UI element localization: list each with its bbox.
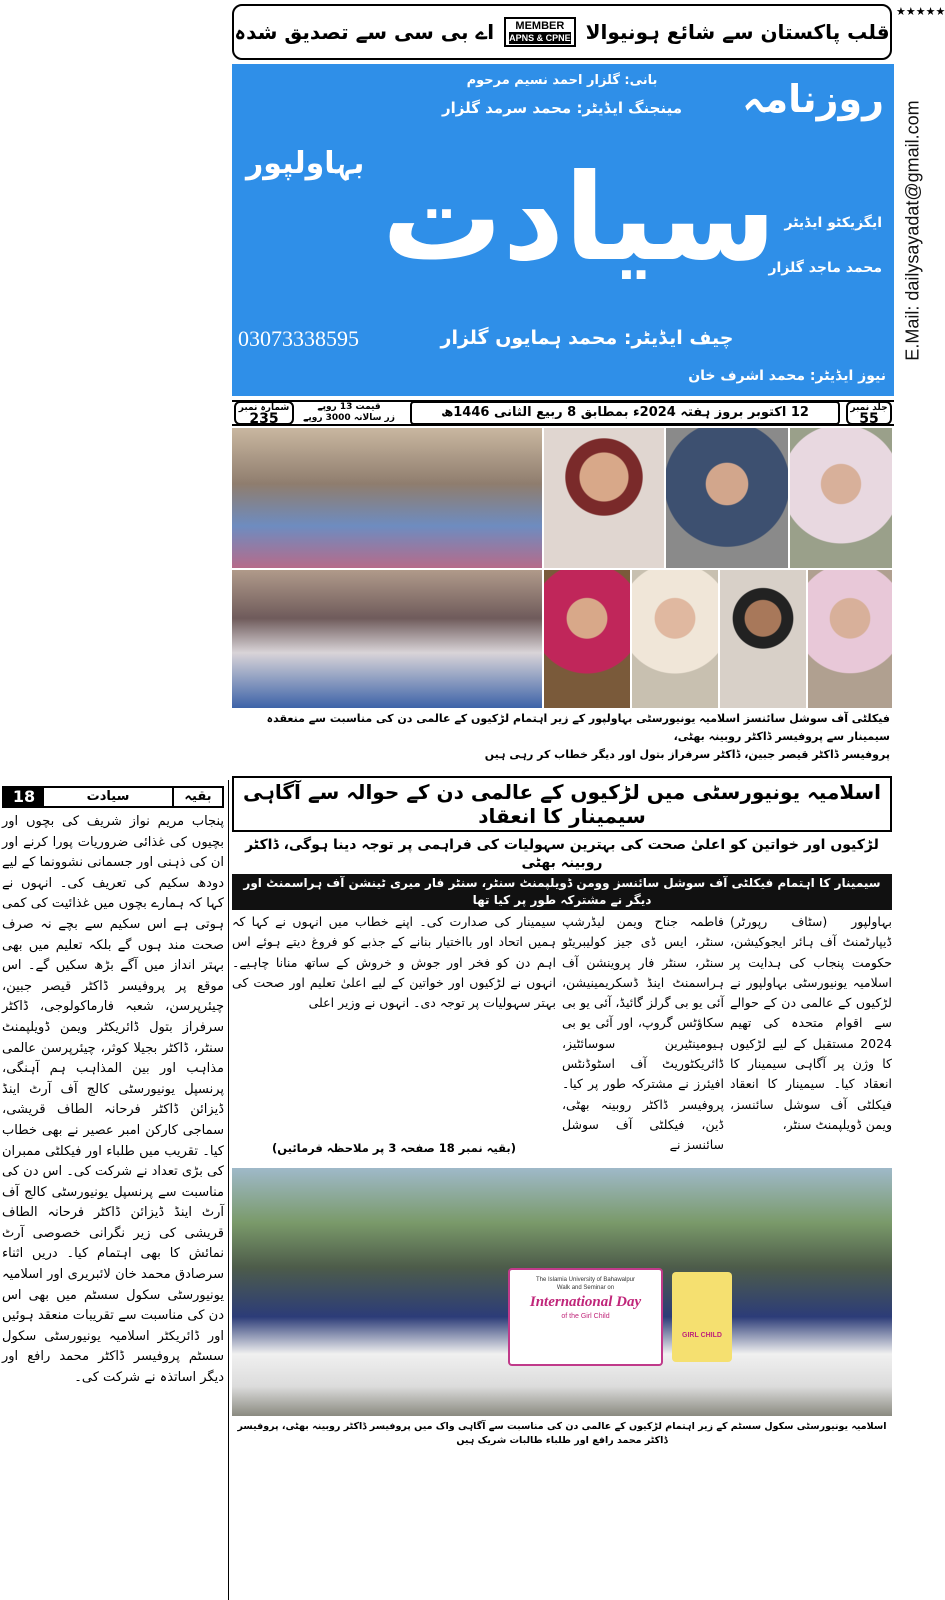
header-tagline-box: [232, 4, 892, 60]
continuation-text: پنجاب مریم نواز شریف کی بچوں اور بچیوں کی غذائی ضروریات پورا کرنے اور ان کی ذہنی اور جسمانی نشوونما کے لیے دودھ سکیم کی تعریف کی۔ انہوں نے کہا کہ ہمارے بچوں میں غذائیت کی کمی ہوتی ہے اس سکیم سے بچے نہ صرف صحت مند ہوں گے بلکہ تعلیم میں بھی بہتر انداز میں آگے بڑھ سکیں گے۔ اس موقع پر پروفیسر ڈاکٹر قیصر جبین، چیئرپرسن، شعبہ فارماکولوجی، ڈاکٹر سرفراز بتول ڈائریکٹر ویمن ڈویلپمنٹ سنٹر، ڈاکٹر بجیلا کوثر، چیئرپرسن عالمی مذاہب اور بین المذاہب ہم آہنگی، پرنسپل یونیورسٹی کالج آف آرٹ اینڈ ڈیزائن ڈاکٹر فرحانہ الطاف قریشی، سماجی کارکن امبر عصیر نے بھی خطاب کیا۔ تقریب میں طلباء اور فیکلٹی ممبران کی بڑی تعداد نے شرکت کی۔ اس دن کی مناسبت سے پرنسپل یونیورسٹی کالج آف آرٹ اینڈ ڈیزائن ڈاکٹر فرحانہ الطاف قریشی کی زیر نگرانی خصوصی آرٹ نمائش کا بھی اہتمام کیا۔ دریں اثناء سرصادق محمد خان لائبریری اور اسلامیہ یونیورسٹی سکول سسٹم میں بھی اس دن کی مناسبت سے تقریبات منعقد ہوئیں اور ڈائریکٹر اسلامیہ یونیورسٹی سکول سسٹم پروفیسر ڈاکٹر محمد رافع اور دیگر اساتذہ نے شرکت کی۔: [2, 814, 224, 1386]
story-headline: اسلامیہ یونیورسٹی میں لڑکیوں کے عالمی دن کے حوالہ سے آگاہی سیمینار کا انعقاد: [232, 776, 892, 832]
tagline-right: قلب پاکستان سے شائع ہونیوالا: [585, 20, 890, 44]
continued-note: (بقیہ نمبر 18 صفحہ 3 پر ملاحظہ فرمائیں): [272, 1141, 516, 1155]
issue-box: [234, 401, 294, 425]
volume-label: جلد نمبر: [850, 403, 888, 413]
speaker-photo: [544, 570, 630, 708]
member-badge: [504, 17, 576, 47]
banner-university: The Islamia University of Bahawalpur: [535, 1277, 636, 1283]
issue-date: 12 اکتوبر بروز ہفتہ 2024ء بمطابق 8 ربیع الثانی 1446ھ: [410, 401, 840, 425]
masthead-city: بہاولپور: [246, 146, 365, 181]
story-column-1: بہاولپور (سٹاف رپورٹر) ڈیپارٹمنٹ آف ہائر ایجوکیشن، حکومت پنجاب کی ہدایت پر اسلامیہ یونیورسٹی بہاولپور نے لڑکیوں کے عالمی دن کے حوالے سے اقوام متحدہ کی تھیم 2024 مستقبل کے لیے لڑکیوں کا وژن پر آگاہی سیمینار کا انعقاد کیا۔ سیمینار کا انعقاد فیکلٹی آف سوشل سائنسز، ویمن ڈویلپمنٹ سنٹر،: [730, 914, 892, 1132]
executive-editor: محمد ماجد گلزار: [768, 260, 882, 276]
column-divider: [228, 780, 229, 1600]
banner-title: International Day: [529, 1294, 642, 1310]
bottom-photo-caption: اسلامیہ یونیورسٹی سکول سسٹم کے زیر اہتمام لڑکیوں کے عالمی دن کی مناسبت سے آگاہی واک میں پروفیسر ڈاکٹر روبینہ بھٹی، پروفیسر ڈاکٹر محمد رافع اور طلباء طالبات شریک ہیں: [237, 1421, 887, 1446]
managing-editor: مینجنگ ایڈیٹر: محمد سرمد گلزار: [441, 99, 683, 117]
story-column-3: سیمینار کی صدارت کی۔ اپنے خطاب میں انہوں نے کہا کہ ہمیں اتحاد اور بااختیار بنانے کے جذبے کو فروغ دیتے ہوئے اس اہم دن کو فخر اور جوش و خروش کے ساتھ منانا چاہیے۔ انہوں نے لڑکیوں اور خواتین کے لیے اعلیٰ تعلیم اور صحت کی بہتر سہولیات پر توجہ دی۔ انہوں نے وزیر اعلی: [232, 914, 556, 1011]
event-banner: [508, 1268, 663, 1366]
story-subheadline: لڑکیوں اور خواتین کو اعلیٰ صحت کی بہترین سہولیات کی فراہمی پر توجہ دینا ہوگی، ڈاکٹر روبینہ بھٹی: [245, 837, 879, 871]
chief-editor: چیف ایڈیٹر: محمد ہمایوں گلزار: [440, 327, 734, 349]
seminar-audience-photo: [232, 428, 542, 568]
top-photo-caption: [236, 710, 890, 764]
seminar-guests-photo: [232, 570, 542, 708]
continuation-header: [2, 786, 224, 808]
issue-number: 235: [249, 411, 279, 427]
email-strip: [896, 60, 930, 400]
masthead-daily: روزنامہ: [742, 77, 884, 121]
executive-editor-title: ایگزیکٹو ایڈیٹر: [784, 215, 882, 231]
phone-number: 03073338595: [238, 326, 359, 351]
tagline-left: اے بی سی سے تصدیق شدہ: [234, 20, 495, 44]
price-info: [294, 402, 404, 424]
caption-line: پروفیسر ڈاکٹر قیصر جبین، ڈاکٹر سرفراز بتول اور دیگر خطاب کر رہی ہیں: [484, 748, 890, 761]
price: قیمت 13 روپے: [317, 402, 381, 412]
member-orgs: APNS & CPNE: [509, 33, 571, 43]
banner-event: Walk and Seminar on: [556, 1285, 615, 1291]
masthead-logo: سیادت: [382, 149, 777, 288]
annual-price: زر سالانہ 3000 روپے: [303, 413, 395, 423]
speaker-photo: [632, 570, 718, 708]
masthead: [232, 64, 894, 396]
founder: بانی: گلزار احمد نسیم مرحوم: [466, 73, 658, 88]
email-text: E.Mail: dailysayadat@gmail.com: [902, 99, 923, 361]
speaker-photo: [808, 570, 892, 708]
page-ref-number: 18: [4, 788, 44, 806]
caption-line: فیکلٹی آف سوشل سائنسز اسلامیہ یونیورسٹی بہاولپور کے زیر اہتمام لڑکیوں کے عالمی دن کی مناسبت سے منعقدہ سیمینار سے پروفیسر ڈاکٹر روبینہ بھٹی،: [266, 712, 890, 743]
continuation-label: بقیہ: [172, 788, 222, 806]
banner-subtitle: of the Girl Child: [561, 1313, 610, 1320]
continuation-paper: سیادت: [86, 789, 130, 804]
stars-icon: ★★★★★: [896, 5, 945, 18]
volume-box: [846, 401, 892, 425]
volume-number: 55: [859, 411, 879, 427]
awareness-walk-photo: [232, 1168, 892, 1416]
issue-label: شمارہ نمبر: [238, 403, 290, 413]
story-highlight-bar: سیمینار کا اہتمام فیکلٹی آف سوشل سائنسز وومن ڈویلپمنٹ سنٹر، سنٹر فار میری ٹینشن آف ہراسمنٹ اور دیگر نے مشترکہ طور پر کیا تھا: [232, 874, 892, 910]
speaker-photo: [544, 428, 664, 568]
story-column-2: فاطمہ جناح ویمن لیڈرشپ سنٹر، ایس ڈی جیز کولیبریٹو سنٹر، سنٹر فار پروینشن آف ہراسمنٹ اینڈ ڈسکریمینیشن، آئی یو بی گرلز گائیڈ، آئی یو بی سکاؤٹس گروپ، اور آئی یو بی ہیومینٹیرین سوسائٹیز، ڈائریکٹوریٹ آف اسٹوڈنٹس افیئرز نے مشترکہ طور پر کیا۔ پروفیسر ڈاکٹر روبینہ بھٹی، ڈین، فیکلٹی آف سوشل سائنسز نے: [562, 914, 724, 1153]
speaker-photo: [720, 570, 806, 708]
girl-child-poster: GIRL CHILD: [672, 1272, 732, 1362]
date-bar: [232, 400, 894, 426]
speaker-photo: [666, 428, 788, 568]
member-label: MEMBER: [515, 20, 565, 32]
news-editor: نیوز ایڈیٹر: محمد اشرف خان: [688, 368, 886, 384]
speaker-photo: [790, 428, 892, 568]
